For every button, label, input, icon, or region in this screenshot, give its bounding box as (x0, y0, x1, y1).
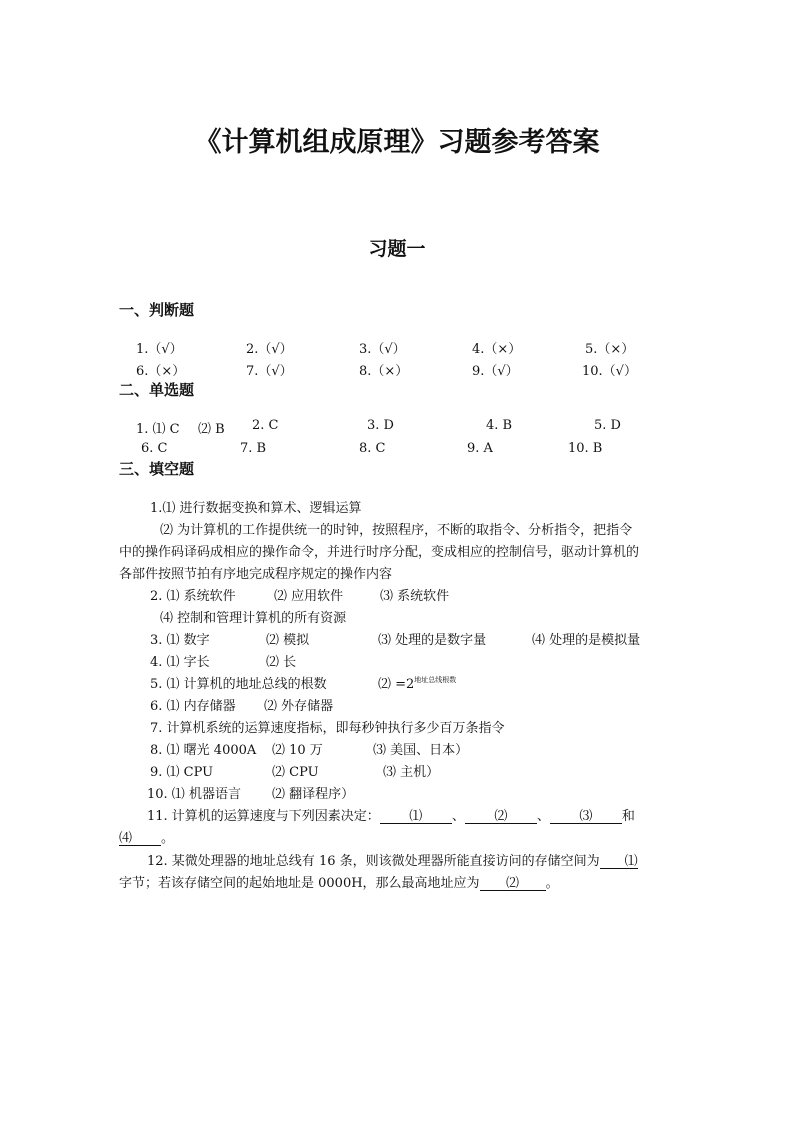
judge-answer: 8.（×） (359, 364, 409, 379)
single-answer: 3. D (367, 418, 394, 433)
single-answer: 8. C (359, 441, 386, 456)
fill-q6-2: ⑵ 外存储器 (264, 699, 334, 714)
chapter-title: 习题一 (368, 238, 426, 260)
judge-answer: 9.（√） (472, 364, 519, 379)
fill-q11-text: 11. 计算机的运算速度与下列因素决定： (147, 809, 380, 824)
fill-q11-separator: 、 (451, 809, 465, 824)
single-answer: 2. C (252, 418, 279, 433)
fill-q12-text-1: 12. 某微处理器的地址总线有 16 条，则该微处理器所能直接访问的存储空间为 (147, 854, 600, 869)
fill-q11-and: 和 (621, 809, 635, 824)
fill-q11-blank-4: ⑷ (119, 832, 161, 846)
fill-q9-2: ⑵ CPU (272, 765, 319, 780)
fill-q2-3: ⑶ 系统软件 (380, 589, 450, 604)
fill-q8-1: 8. ⑴ 曙光 4000A (150, 743, 257, 758)
single-answer: 7. B (240, 441, 267, 456)
fill-q12-text-2: 字节；若该存储空间的起始地址是 0000H，那么最高地址应为 (119, 876, 480, 891)
fill-q12-blank-1: ⑴ (600, 855, 638, 869)
fill-q1-b-line1: ⑵ 为计算机的工作提供统一的时钟，按照程序，不断的取指令、分析指令，把指令 (160, 523, 633, 538)
fill-q4-2: ⑵ 长 (266, 655, 297, 670)
fill-q11-blank-3: ⑶ (550, 810, 622, 824)
section-fill-heading: 三、填空题 (119, 460, 195, 478)
fill-q2-2: ⑵ 应用软件 (274, 589, 344, 604)
fill-q11-blank-2: ⑵ (465, 810, 537, 824)
judge-answer: 10.（√） (582, 364, 637, 379)
fill-q3-3: ⑶ 处理的是数字量 (378, 633, 487, 648)
fill-q1-b-line2: 中的操作码译码成相应的操作命令，并进行时序分配，变成相应的控制信号，驱动计算机的 (119, 545, 640, 560)
single-answer: 10. B (568, 441, 603, 456)
single-answer: 1. ⑴ C (136, 422, 180, 437)
fill-q12-line2 (119, 872, 559, 891)
fill-q11-end: 。 (161, 831, 175, 846)
fill-q4-1: 4. ⑴ 字长 (150, 655, 210, 670)
judge-answer: 1.（√） (136, 342, 183, 357)
judge-answer: 7.（√） (246, 364, 293, 379)
fill-q11-line2 (119, 827, 174, 846)
single-answer: 9. A (467, 441, 493, 456)
fill-q1-b-line3: 各部件按照节拍有序地完成程序规定的操作内容 (119, 567, 393, 582)
fill-q12-end: 。 (545, 876, 559, 891)
fill-q8-3: ⑶ 美国、日本） (373, 743, 469, 758)
fill-q9-1: 9. ⑴ CPU (150, 765, 214, 780)
fill-q3-4: ⑷ 处理的是模拟量 (532, 633, 641, 648)
fill-q10-1: 10. ⑴ 机器语言 (147, 787, 241, 802)
judge-answer: 6.（×） (136, 364, 186, 379)
fill-q10-2: ⑵ 翻译程序） (272, 787, 355, 802)
single-answer: 4. B (486, 418, 513, 433)
judge-answer: 5.（×） (585, 342, 635, 357)
fill-q5-2 (378, 673, 456, 692)
fill-q12-line1 (147, 850, 638, 869)
fill-q3-1: 3. ⑴ 数字 (150, 633, 210, 648)
section-single-heading: 二、单选题 (119, 381, 195, 399)
single-answer: 5. D (594, 418, 621, 433)
document-title: 《计算机组成原理》习题参考答案 (194, 127, 600, 158)
section-judge-heading: 一、判断题 (119, 301, 195, 319)
fill-q7: 7. 计算机系统的运算速度指标，即每秒钟执行多少百万条指令 (150, 721, 505, 736)
fill-q5-2-base: ⑵ =2 (378, 677, 415, 692)
fill-q11-separator: 、 (536, 809, 550, 824)
fill-q9-3: ⑶ 主机） (383, 765, 440, 780)
fill-q2-4: ⑷ 控制和管理计算机的所有资源 (160, 611, 347, 626)
fill-q2-1: 2. ⑴ 系统软件 (150, 589, 236, 604)
fill-q1-a: 1.⑴ 进行数据变换和算术、逻辑运算 (150, 501, 362, 516)
fill-q3-2: ⑵ 模拟 (266, 633, 310, 648)
judge-answer: 2.（√） (246, 342, 293, 357)
fill-q12-blank-2: ⑵ (480, 877, 546, 891)
single-answer: ⑵ B (198, 422, 225, 437)
single-answer: 6. C (141, 441, 168, 456)
judge-answer: 3.（√） (359, 342, 406, 357)
fill-q5-1: 5. ⑴ 计算机的地址总线的根数 (150, 677, 327, 692)
judge-answer: 4.（×） (472, 342, 522, 357)
fill-q6-1: 6. ⑴ 内存储器 (150, 699, 236, 714)
fill-q11-line1 (147, 805, 635, 824)
fill-q5-2-exponent: 地址总线根数 (414, 676, 457, 684)
fill-q8-2: ⑵ 10 万 (272, 743, 323, 758)
fill-q11-blank-1: ⑴ (380, 810, 452, 824)
